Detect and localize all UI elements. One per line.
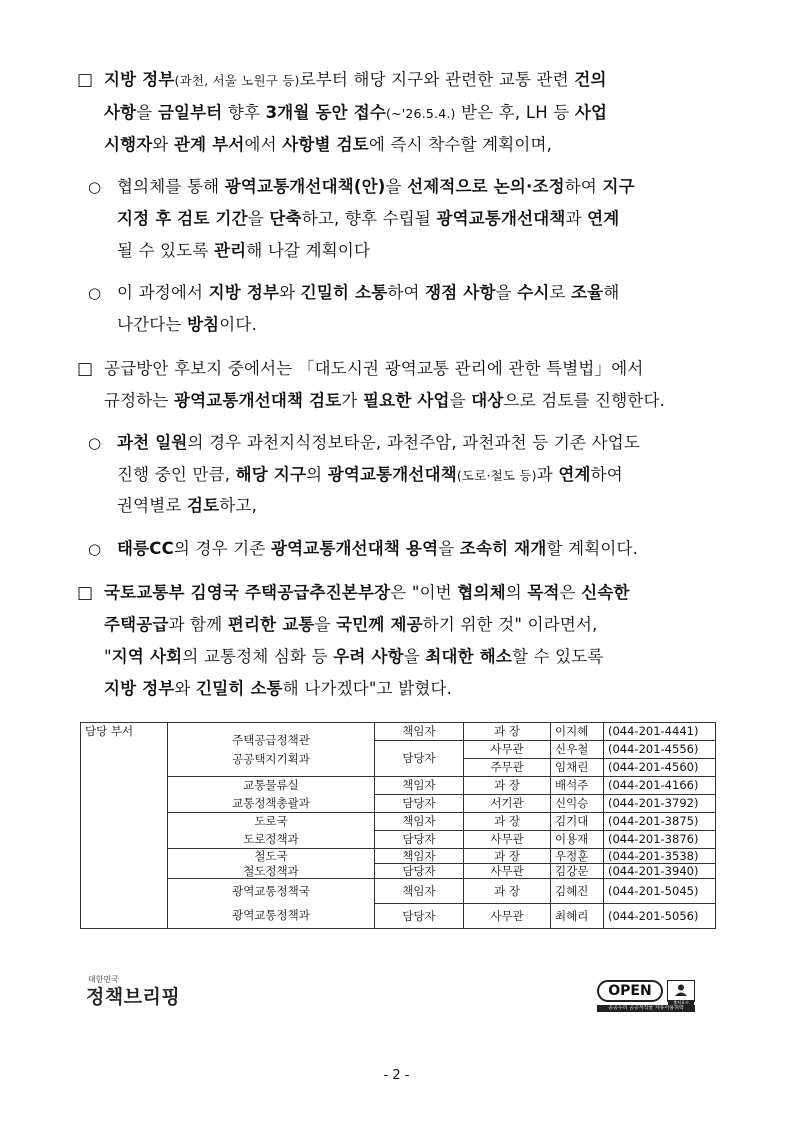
title-cell: 과 장: [464, 777, 551, 795]
logo-big-text: 정책브리핑: [86, 986, 181, 1008]
attribution-icon: [667, 980, 695, 1005]
phone-cell: (044-201-3876): [604, 831, 716, 849]
name-cell: 이지혜: [551, 723, 604, 741]
table-row: [81, 777, 716, 795]
role-cell: 책임자: [375, 723, 464, 741]
table-row: [81, 849, 716, 864]
p3-line2: 주택공급과 함께 편리한 교통을 국민께 제공하기 위한 것" 이라면서,: [104, 615, 598, 634]
unit-line: 공공택지기획과: [232, 751, 310, 766]
square-bullet: □: [77, 583, 94, 603]
phone-cell: (044-201-5056): [604, 904, 716, 929]
role-cell: 담당자: [375, 831, 464, 849]
role-cell: 책임자: [375, 879, 464, 904]
unit-cell: 도로정책과: [168, 831, 375, 849]
title-cell: 사무관: [464, 831, 551, 849]
title-cell: 사무관: [464, 904, 551, 929]
title-cell: 서기관: [464, 795, 551, 813]
p1a-line2: 지정 후 검토 기간을 단축하고, 향후 수립될 광역교통개선대책과 연계: [117, 209, 620, 228]
p2a-line3: 권역별로 검토하고,: [117, 496, 258, 515]
phone-cell: (044-201-3792): [604, 795, 716, 813]
name-cell: 신익승: [551, 795, 604, 813]
unit-line: 주택공급정책관: [232, 732, 310, 747]
p1b-line2: 나간다는 방침이다.: [117, 315, 258, 334]
unit-cell: 도로국: [168, 813, 375, 831]
circle-bullet: ○: [88, 178, 102, 196]
kogl-caption: 공공누리 공공저작물 자유이용허락: [597, 1005, 695, 1012]
title-cell: 주무관: [464, 759, 551, 777]
phone-cell: (044-201-3538): [604, 849, 716, 864]
role-cell: 책임자: [375, 813, 464, 831]
phone-cell: (044-201-4560): [604, 759, 716, 777]
title-cell: 과 장: [464, 723, 551, 741]
role-cell: 담당자: [375, 904, 464, 929]
p2-line2: 규정하는 광역교통개선대책 검토가 필요한 사업을 대상으로 검토를 진행한다.: [104, 391, 666, 410]
phone-cell: (044-201-4441): [604, 723, 716, 741]
unit-cell: [168, 723, 375, 777]
p3-line3: "지역 사회의 교통정체 심화 등 우려 사항을 최대한 해소할 수 있도록: [104, 647, 604, 666]
role-cell: 담당자: [375, 864, 464, 879]
role-cell: 담당자: [375, 795, 464, 813]
kogl-open-logo: [597, 980, 697, 1020]
title-cell: 사무관: [464, 864, 551, 879]
name-cell: 우정훈: [551, 849, 604, 864]
table-row: [81, 831, 716, 849]
policy-briefing-logo: [86, 975, 196, 1015]
contacts-table: [80, 722, 716, 929]
dept-label: 담당 부서: [81, 723, 168, 929]
p2b-line1: 태릉CC의 경우 기존 광역교통개선대책 용역을 조속히 재개할 계획이다.: [117, 539, 639, 558]
role-cell: 담당자: [375, 741, 464, 777]
p1a-line1: 협의체를 통해 광역교통개선대책(안)을 선제적으로 논의·조정하여 지구: [117, 177, 635, 196]
logo-small-text: 대한민국: [88, 975, 119, 984]
unit-cell: 광역교통정책국: [168, 879, 375, 904]
table-row: [81, 795, 716, 813]
name-cell: 김기대: [551, 813, 604, 831]
name-cell: 이용재: [551, 831, 604, 849]
phone-cell: (044-201-3875): [604, 813, 716, 831]
table-row: [81, 904, 716, 929]
square-bullet: □: [77, 70, 94, 90]
unit-cell: 교통물류실: [168, 777, 375, 795]
circle-bullet: ○: [88, 434, 102, 452]
p3-line1: 국토교통부 김영국 주택공급추진본부장은 "이번 협의체의 목적은 신속한: [104, 583, 630, 602]
person-icon: [674, 984, 688, 996]
unit-cell: 광역교통정책과: [168, 904, 375, 929]
page-number: - 2 -: [383, 1068, 410, 1083]
name-cell: 김혜진: [551, 879, 604, 904]
attribution-label: 출처표시: [668, 1000, 694, 1005]
circle-bullet: ○: [88, 540, 102, 558]
phone-cell: (044-201-4166): [604, 777, 716, 795]
name-cell: 배석주: [551, 777, 604, 795]
square-bullet: □: [77, 359, 94, 379]
name-cell: 임채린: [551, 759, 604, 777]
p2-line1: 공급방안 후보지 중에서는 「대도시권 광역교통 관리에 관한 특별법」에서: [104, 359, 644, 378]
p1-line2: 사항을 금일부터 향후 3개월 동안 접수(~'26.5.4.) 받은 후, LH 등 사업: [104, 103, 608, 122]
phone-cell: (044-201-5045): [604, 879, 716, 904]
title-cell: 사무관: [464, 741, 551, 759]
name-cell: 김강문: [551, 864, 604, 879]
p1-line1: 지방 정부(과천, 서울 노원구 등)로부터 해당 지구와 관련한 교통 관련 건의: [104, 70, 607, 89]
title-cell: 과 장: [464, 813, 551, 831]
name-cell: 최혜리: [551, 904, 604, 929]
name-cell: 신우철: [551, 741, 604, 759]
table-row: [81, 813, 716, 831]
circle-bullet: ○: [88, 284, 102, 302]
role-cell: 책임자: [375, 849, 464, 864]
p1-line3: 시행자와 관계 부서에서 사항별 검토에 즉시 착수할 계획이며,: [104, 135, 553, 154]
table-row: [81, 723, 716, 741]
unit-cell: 철도국: [168, 849, 375, 864]
role-cell: 책임자: [375, 777, 464, 795]
title-cell: 과 장: [464, 879, 551, 904]
p1b-line1: 이 과정에서 지방 정부와 긴밀히 소통하여 쟁점 사항을 수시로 조율해: [117, 283, 620, 302]
unit-cell: 교통정책총괄과: [168, 795, 375, 813]
p2a-line1: 과천 일원의 경우 과천지식정보타운, 과천주암, 과천과천 등 기존 사업도: [117, 433, 640, 452]
table-row: [81, 879, 716, 904]
open-badge: OPEN: [597, 980, 663, 1002]
p3-line4: 지방 정부와 긴밀히 소통해 나가겠다"고 밝혔다.: [104, 679, 453, 698]
title-cell: 과 장: [464, 849, 551, 864]
table-row: [81, 864, 716, 879]
p1a-line3: 될 수 있도록 관리해 나갈 계획이다: [117, 241, 371, 260]
unit-cell: 철도정책과: [168, 864, 375, 879]
phone-cell: (044-201-4556): [604, 741, 716, 759]
phone-cell: (044-201-3940): [604, 864, 716, 879]
p2a-line2: 진행 중인 만큼, 해당 지구의 광역교통개선대책(도로·철도 등)과 연계하여: [117, 465, 623, 484]
